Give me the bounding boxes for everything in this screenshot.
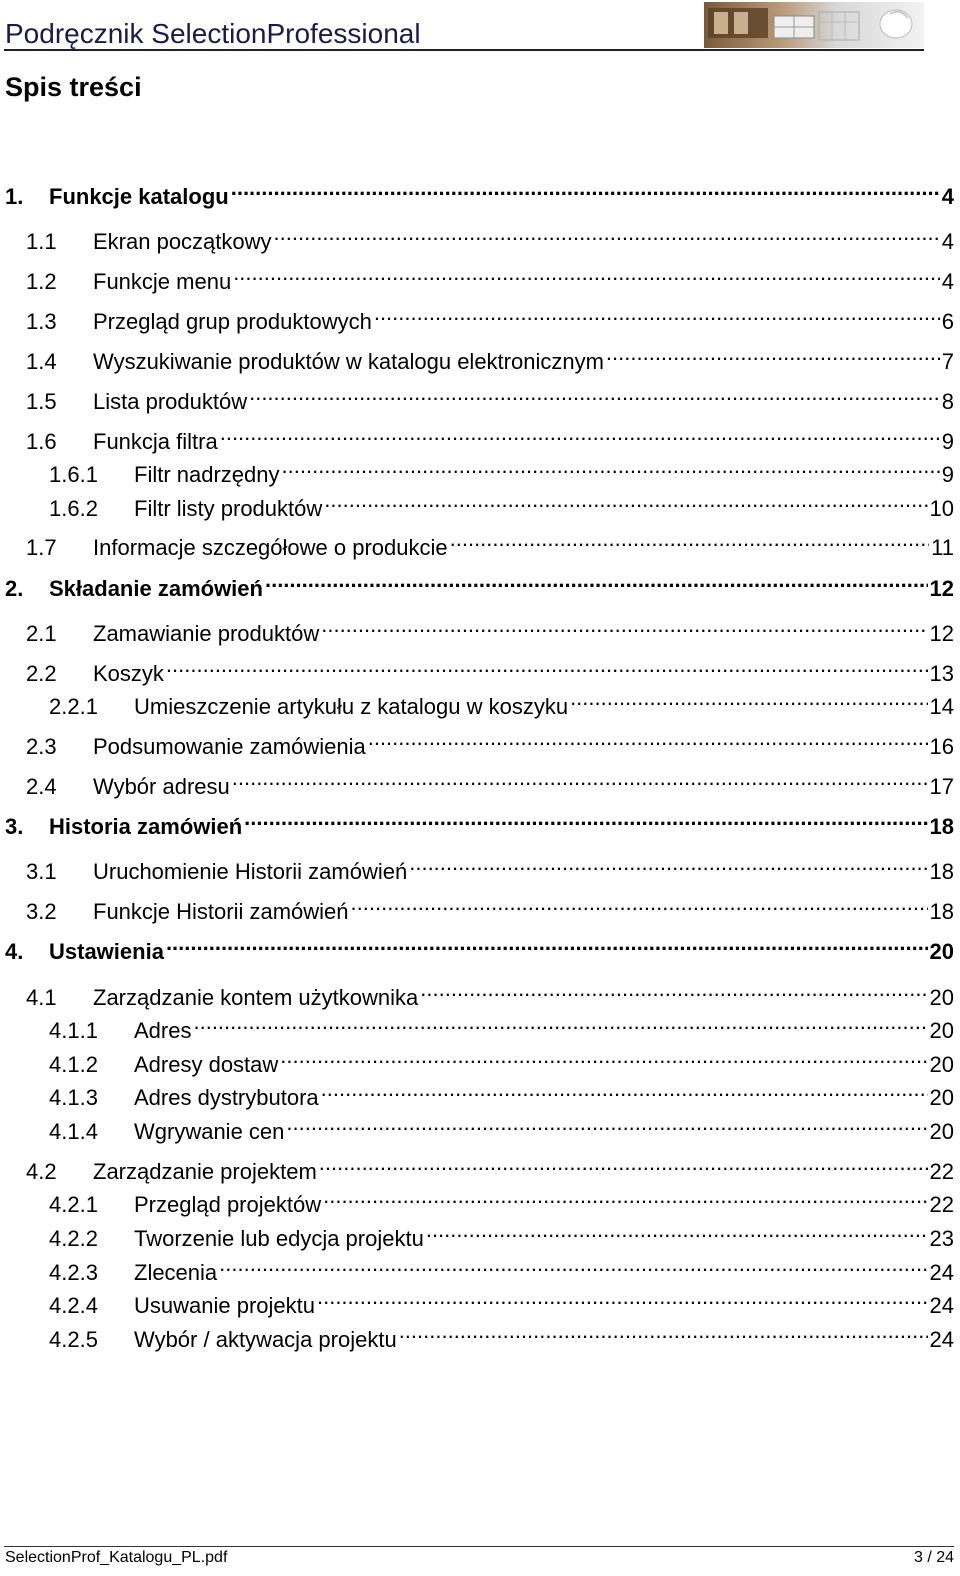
toc-entry-title: Wyszukiwanie produktów w katalogu elektronicznym (93, 349, 604, 374)
document-title: Podręcznik SelectionProfessional (5, 18, 421, 49)
toc-entry-page: 20 (929, 985, 954, 1010)
toc-entry-number: 4. (5, 939, 24, 964)
toc-leader-dots (219, 1248, 927, 1280)
toc-entry-number: 1.6.2 (49, 496, 98, 521)
toc-entry-title: Informacje szczegółowe o produkcie (93, 535, 448, 560)
toc-entry-page: 20 (929, 1052, 954, 1077)
toc-leader-dots (232, 762, 928, 794)
toc-entry-page: 22 (929, 1192, 954, 1217)
toc-entry-page: 12 (929, 621, 954, 646)
toc-entry-title: Ustawienia (49, 939, 164, 964)
toc-entry-number: 3.1 (26, 859, 57, 884)
toc-entry-number: 1.3 (26, 309, 57, 334)
toc-entry[interactable] (26, 337, 954, 374)
toc-leader-dots (321, 1073, 928, 1105)
toc-entry[interactable] (49, 1040, 954, 1077)
toc-entry-number: 4.1 (26, 985, 57, 1010)
toc-entry-number: 2. (5, 576, 24, 601)
toc-entry-page: 20 (929, 939, 954, 964)
toc-entry[interactable] (49, 1107, 954, 1144)
toc-entry[interactable] (5, 927, 954, 964)
toc-entry[interactable] (26, 523, 954, 560)
toc-entry[interactable] (49, 1214, 954, 1251)
toc-entry-title: Historia zamówień (49, 814, 243, 839)
toc-entry-number: 4.2.1 (49, 1192, 98, 1217)
toc-entry-number: 1.6.1 (49, 462, 98, 487)
toc-entry-page: 11 (931, 535, 954, 560)
toc-entry-number: 1.2 (26, 269, 57, 294)
toc-entry-page: 9 (941, 429, 954, 454)
toc-entry-title: Składanie zamówień (49, 576, 263, 601)
toc-entry-page: 24 (929, 1260, 954, 1285)
page-footer (0, 1546, 960, 1576)
toc-entry[interactable] (49, 484, 954, 521)
toc-entry-page: 4 (941, 184, 954, 209)
toc-entry-title: Usuwanie projektu (134, 1293, 315, 1318)
toc-entry-page: 8 (941, 389, 954, 414)
toc-entry-number: 4.1.1 (49, 1018, 98, 1043)
toc-leader-dots (426, 1214, 928, 1246)
toc-leader-dots (368, 722, 928, 754)
toc-entry-title: Filtr listy produktów (134, 496, 323, 521)
toc-entry-title: Wybór adresu (93, 774, 230, 799)
toc-entry-title: Umieszczenie artykułu z katalogu w koszyku (134, 694, 569, 719)
toc-entry-title: Wybór / aktywacja projektu (134, 1327, 397, 1352)
toc-leader-dots (249, 377, 940, 409)
toc-entry-page: 4 (941, 269, 954, 294)
toc-leader-dots (265, 564, 928, 596)
toc-entry-title: Funkcja filtra (93, 429, 218, 454)
toc-entry-number: 1. (5, 184, 24, 209)
toc-entry-title: Filtr nadrzędny (134, 462, 280, 487)
toc-leader-dots (166, 927, 928, 959)
toc-leader-dots (409, 847, 927, 879)
toc-entry-number: 3.2 (26, 899, 57, 924)
toc-entry-page: 12 (929, 576, 954, 601)
toc-entry[interactable] (5, 172, 954, 209)
toc-entry-title: Zlecenia (134, 1260, 218, 1285)
toc-entry-number: 2.1 (26, 621, 57, 646)
toc-entry-title: Przegląd grup produktowych (93, 309, 372, 334)
toc-entry-title: Uruchomienie Historii zamówień (93, 859, 408, 884)
toc-entry-number: 1.5 (26, 389, 57, 414)
toc-entry[interactable] (49, 682, 954, 719)
toc-entry[interactable] (26, 847, 954, 884)
toc-entry-page: 22 (929, 1159, 954, 1184)
toc-entry-page: 18 (929, 899, 954, 924)
toc-entry-title: Funkcje menu (93, 269, 232, 294)
toc-entry[interactable] (26, 217, 954, 254)
toc-entry[interactable] (49, 1073, 954, 1110)
toc-leader-dots (317, 1281, 928, 1313)
toc-leader-dots (233, 257, 940, 289)
toc-entry-number: 4.1.3 (49, 1085, 98, 1110)
toc-entry[interactable] (49, 1180, 954, 1217)
toc-entry[interactable] (49, 1281, 954, 1318)
toc-leader-dots (193, 1006, 927, 1038)
toc-entry-title: Zarządzanie projektem (93, 1159, 317, 1184)
toc-entry[interactable] (26, 887, 954, 924)
toc-leader-dots (324, 484, 927, 516)
toc-entry-title: Funkcje katalogu (49, 184, 229, 209)
toc-entry-number: 2.3 (26, 734, 57, 759)
toc-entry[interactable] (5, 564, 954, 601)
toc-entry-page: 23 (929, 1226, 954, 1251)
toc-entry-number: 3. (5, 814, 24, 839)
toc-entry-title: Tworzenie lub edycja projektu (134, 1226, 424, 1251)
toc-leader-dots (286, 1107, 927, 1139)
toc-leader-dots (570, 682, 927, 714)
toc-leader-dots (399, 1315, 928, 1347)
toc-entry[interactable] (26, 722, 954, 759)
toc-entry-page: 17 (929, 774, 954, 799)
toc-entry-title: Funkcje Historii zamówień (93, 899, 349, 924)
toc-entry-title: Koszyk (93, 661, 164, 686)
toc-entry-number: 2.2.1 (49, 694, 98, 719)
toc-entry[interactable] (26, 377, 954, 414)
toc-entry-page: 14 (929, 694, 954, 719)
toc-entry-page: 7 (941, 349, 954, 374)
toc-entry-page: 18 (929, 859, 954, 884)
toc-leader-dots (220, 417, 940, 449)
toc-entry[interactable] (49, 450, 954, 487)
toc-entry-title: Adresy dostaw (134, 1052, 279, 1077)
toc-entry-page: 24 (929, 1327, 954, 1352)
toc-entry[interactable] (26, 649, 954, 686)
footer-page-indicator: 3 / 24 (913, 1549, 954, 1566)
toc-entry[interactable] (5, 802, 954, 839)
toc-entry-title: Przegląd projektów (134, 1192, 322, 1217)
toc-entry-page: 20 (929, 1119, 954, 1144)
toc-entry-number: 1.7 (26, 535, 57, 560)
toc-entry-number: 2.4 (26, 774, 57, 799)
toc-entry[interactable] (26, 973, 954, 1010)
toc-entry[interactable] (26, 417, 954, 454)
toc-entry-page: 4 (941, 229, 954, 254)
toc-entry-title: Zarządzanie kontem użytkownika (93, 985, 419, 1010)
toc-leader-dots (244, 802, 927, 834)
toc-leader-dots (231, 172, 940, 204)
toc-entry-page: 20 (929, 1018, 954, 1043)
toc-leader-dots (323, 1180, 927, 1212)
toc-leader-dots (606, 337, 940, 369)
toc-entry[interactable] (26, 297, 954, 334)
toc-entry-number: 4.2.4 (49, 1293, 98, 1318)
toc-leader-dots (321, 609, 927, 641)
toc-entry-number: 1.1 (26, 229, 57, 254)
toc-entry-number: 1.6 (26, 429, 57, 454)
toc-entry-title: Ekran początkowy (93, 229, 272, 254)
toc-entry-number: 4.2.3 (49, 1260, 98, 1285)
toc-entry-number: 4.1.2 (49, 1052, 98, 1077)
toc-entry-number: 4.2.5 (49, 1327, 98, 1352)
toc-leader-dots (166, 649, 928, 681)
toc-entry[interactable] (26, 609, 954, 646)
toc-entry-page: 18 (929, 814, 954, 839)
toc-leader-dots (351, 887, 928, 919)
toc-heading: Spis treści (5, 72, 142, 102)
toc-leader-dots (274, 217, 940, 249)
toc-entry-title: Adres dystrybutora (134, 1085, 319, 1110)
toc-entry-title: Adres (134, 1018, 192, 1043)
toc-leader-dots (420, 973, 927, 1005)
toc-entry[interactable] (26, 257, 954, 294)
toc-entry[interactable] (26, 1147, 954, 1184)
toc-entry-page: 24 (929, 1293, 954, 1318)
toc-entry-number: 4.1.4 (49, 1119, 98, 1144)
toc-entry-number: 4.2 (26, 1159, 57, 1184)
toc-entry-title: Zamawianie produktów (93, 621, 320, 646)
footer-divider (4, 1546, 954, 1547)
toc-entry-page: 13 (929, 661, 954, 686)
toc-entry-title: Lista produktów (93, 389, 248, 414)
toc-entry-page: 9 (941, 462, 954, 487)
toc-entry-page: 16 (929, 734, 954, 759)
toc-entry[interactable] (49, 1248, 954, 1285)
toc-entry-number: 4.2.2 (49, 1226, 98, 1251)
toc-entry-number: 1.4 (26, 349, 57, 374)
toc-entry-number: 2.2 (26, 661, 57, 686)
toc-entry-page: 10 (929, 496, 954, 521)
toc-entry-page: 6 (941, 309, 954, 334)
toc-entry[interactable] (26, 762, 954, 799)
toc-entry-title: Podsumowanie zamówienia (93, 734, 366, 759)
toc-leader-dots (319, 1147, 928, 1179)
toc-entry[interactable] (49, 1315, 954, 1352)
toc-leader-dots (282, 450, 940, 482)
toc-entry-page: 20 (929, 1085, 954, 1110)
toc-entry[interactable] (49, 1006, 954, 1043)
toc-entry-title: Wgrywanie cen (134, 1119, 285, 1144)
toc-leader-dots (374, 297, 940, 329)
toc-leader-dots (280, 1040, 927, 1072)
footer-filename: SelectionProf_Katalogu_PL.pdf (5, 1549, 228, 1566)
toc-leader-dots (450, 523, 930, 555)
